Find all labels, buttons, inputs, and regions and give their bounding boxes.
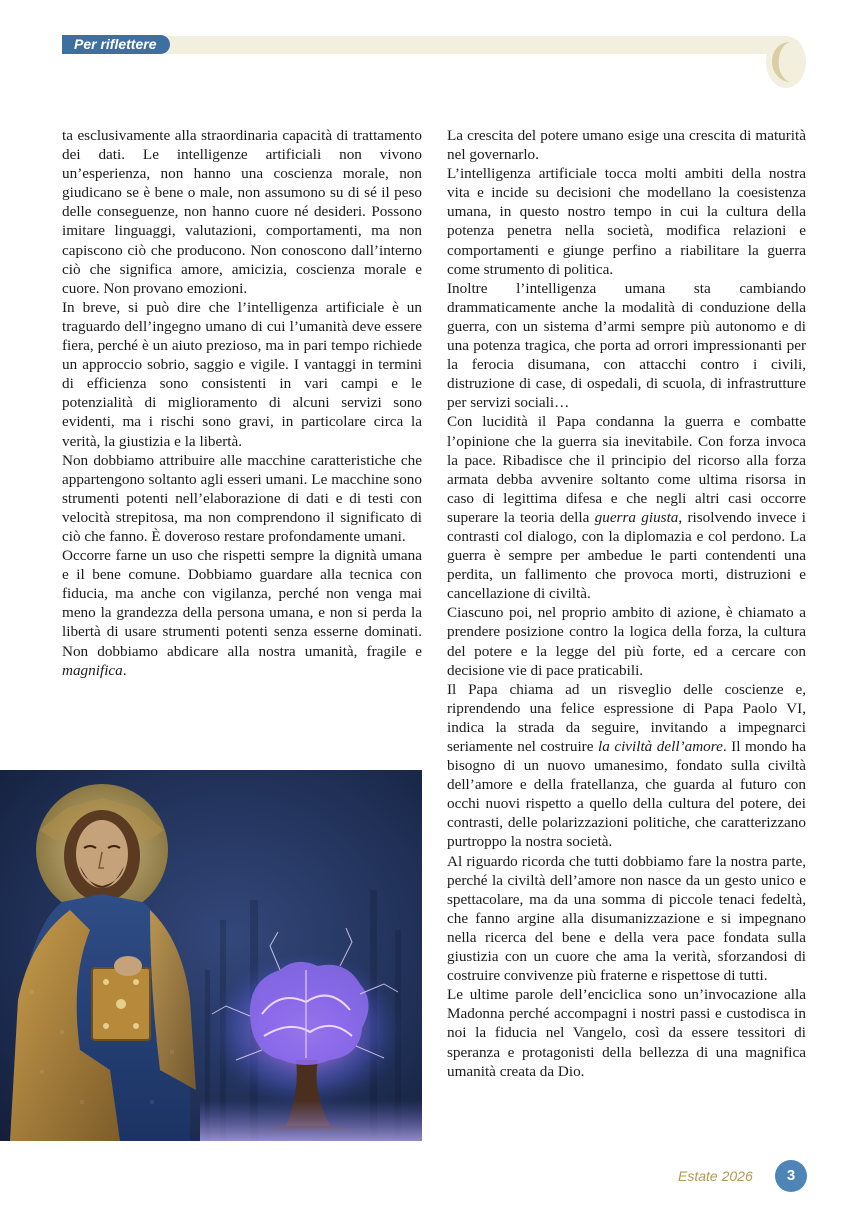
paragraph-text: . — [122, 661, 127, 679]
section-label: Per riflettere — [62, 35, 170, 54]
header-bar — [62, 36, 788, 54]
paragraph: Inoltre l’intelligenza umana sta cambiando drammaticamente anche la modalità di conduzione della guerra, con un sistema d’armi sempre più autonomo e di una potenza tragica, che porta ad orrori impressionanti per la ferocia disumana, con attacchi contro i civili, distruzione di case, di ospedali, di scuola, di infrastrutture per servizi sociali… — [447, 279, 806, 412]
emphasis-text: la civiltà dell’amore — [598, 738, 723, 755]
illustration-artwork — [0, 770, 422, 1141]
paragraph: Non dobbiamo attribuire alle macchine caratteristiche che appartengono soltanto agli esseri umani. Le macchine sono strumenti potenti nell’elaborazione di dati e di testi con velocità strepitosa, ma non comprendono il significato di ciò che fanno. È doveroso restare profondamente umani. — [62, 451, 422, 545]
paragraph: Ciascuno poi, nel proprio ambito di azione, è chiamato a prendere posizione contro la logica della forza, la cultura del potere e la legge del più forte, ed a cercare con decisione vie di pace praticabili. — [447, 604, 806, 679]
paragraph — [447, 680, 806, 852]
paragraph-text: . Il mondo ha bisogno di un nuovo umanesimo, fondato sulla civiltà dell’amore e della fratellanza, che guarda al futuro con occhi nuovi rispetto a quello della cultura del potere, dei contrasti, delle polarizzazioni politiche, che caratterizzano purtroppo la nostra società. — [447, 738, 807, 851]
crescent-ornament-icon — [762, 32, 806, 90]
paragraph — [447, 412, 806, 603]
paragraph-text: Con lucidità il Papa condanna la guerra e combatte l’opinione che la guerra sia inevitabile. Con forza invoca la pace. Ribadisce che il principio del ricorso alla forza armata debba avvenire soltanto come ultima risorsa in caso di legittima difesa e che negli altri casi occorre superare la teoria della — [447, 413, 806, 526]
paragraph-text: Il Papa chiama ad un risveglio delle coscienze e, riprendendo una felice espressione di Papa Paolo VI, indica la strada da seguire, invitando a impegnarci seriamente nel costruire — [447, 680, 806, 755]
paragraph-text: Occorre farne un uso che rispetti sempre la dignità umana e il bene comune. Dobbiamo guardare alla tecnica con fiducia, ma anche con vigilanza, perché non venga mai meno la grandezza della persona umana, e non si perda la libertà di usare strumenti potenti senza esserne dominati. Non dobbiamo abdicare alla nostra umanità, fragile e — [62, 547, 422, 660]
paragraph — [62, 546, 422, 680]
page-number-badge: 3 — [775, 1160, 807, 1192]
paragraph: La crescita del potere umano esige una crescita di maturità nel governarlo. — [447, 127, 806, 164]
article-illustration — [0, 770, 422, 1141]
emphasis-text: guerra giusta — [594, 508, 679, 526]
left-column — [62, 126, 422, 680]
paragraph-text: , risolvendo invece i contrasti col dialogo, con la diplomazia e col perdono. La guerra è sempre per ambedue le parti contendenti una perdita, un fallimento che provoca morti, distruzioni e cancellazione di civiltà. — [447, 508, 807, 603]
right-column — [447, 126, 806, 1081]
paragraph: In breve, si può dire che l’intelligenza artificiale è un traguardo dell’ingegno umano di cui l’umanità deve essere fiera, perché è un aiuto prezioso, ma in pari tempo richiede un approccio sobrio, saggio e vigile. I vantaggi in termini di efficienza sono consistenti in vari campi e le potenzialità di miglioramento di alcuni servizi sono evidenti, ma i rischi sono gravi, in particolare circa la verità, la giustizia e la libertà. — [62, 298, 422, 450]
paragraph: Al riguardo ricorda che tutti dobbiamo fare la nostra parte, perché la civiltà dell’amore non nasce da un gesto unico e spettacolare, ma da una somma di piccole tenaci fedeltà, che fanno argine alla disumanizzazione e si impegnano nella ricerca del bene e della vera pace fondata sulla giustizia con un cuore che ama la verità, sforzandosi di costruire convivenze più fraterne e rispettose di tutti. — [447, 852, 806, 985]
paragraph: ta esclusivamente alla straordinaria capacità di trattamento dei dati. Le intelligenze artificiali non vivono un’esperienza, non hanno una coscienza morale, non giudicano se è bene o male, non assumono su di sé il peso delle conseguenze, non hanno cuore né desideri. Possono imitare linguaggi, valutazioni, comportamenti, ma non capiscono ciò che producono. Non conoscono dall’interno ciò che significa amore, amicizia, coscienza morale e cuore. Non provano emozioni. — [62, 127, 422, 297]
paragraph: L’intelligenza artificiale tocca molti ambiti della nostra vita e incide su decisioni che modellano la coesistenza umana, in questo nostro tempo in cui la cultura della potenza penetra nella società, modifica relazioni e comportamenti e giunge perfino a riabilitare la guerra come strumento di politica. — [447, 165, 806, 278]
emphasis-text: magnifica — [62, 661, 123, 679]
paragraph: Le ultime parole dell’enciclica sono un’invocazione alla Madonna perché accompagni i nostri passi e custodisca in noi la fiducia nel Vangelo, così da essere tessitori di speranza e protagonisti della bellezza di una magnifica umanità creata da Dio. — [447, 986, 806, 1080]
issue-label: Estate 2026 — [678, 1168, 753, 1184]
